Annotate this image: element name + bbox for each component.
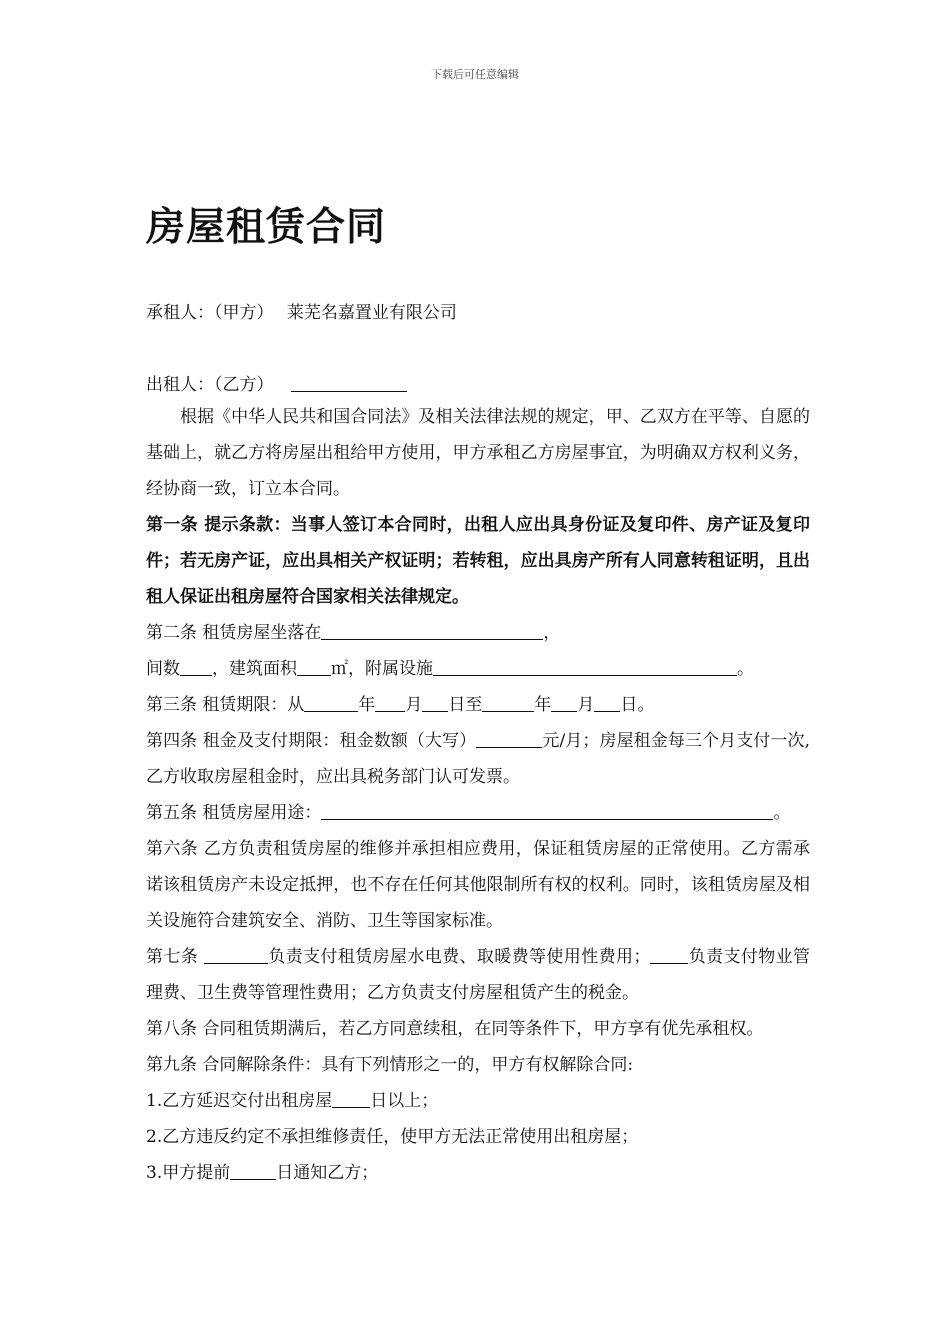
delay-days-blank[interactable] [332,1089,370,1108]
usage-label: 第五条 租赁房屋用途： [146,803,322,823]
usage-blank[interactable] [321,801,773,820]
day-label: 日。 [620,695,655,715]
termination-item-2: 2.乙方违反约定不承担维修责任，使甲方无法正常使用出租房屋； [146,1127,639,1147]
lessor-line [146,370,407,395]
term-label: 第三条 租赁期限：从 [146,695,305,715]
notice-days-blank[interactable] [230,1161,276,1180]
termination-item-3 [146,1155,810,1191]
item-1-end: 日以上； [370,1091,439,1111]
lessor-label: 出租人：（乙方） [146,375,274,395]
rent-terms: 元/月；房屋租金每三个月支付一次,乙方收取房屋租金时，应出具税务部门认可发票。 [146,731,810,787]
article-2-text: 第二条 租赁房屋坐落在 [146,623,322,643]
lessee-label: 承租人：（甲方） [146,303,274,323]
lessee-line [146,298,457,323]
termination-item-1 [146,1083,810,1119]
facilities-blank[interactable] [433,657,737,676]
year-label: 年 [534,695,552,715]
item-3-text: 3.甲方提前 [146,1163,231,1183]
location-blank[interactable] [321,621,543,640]
end-year-blank[interactable] [482,693,534,712]
article-2-end: 。 [737,659,754,679]
item-1-text: 1.乙方延迟交付出租房屋 [146,1091,333,1111]
preamble: 根据《中华人民共和国合同法》及相关法律法规的规定，甲、乙双方在平等、自愿的基础上，就乙方将房屋出租给甲方使用，甲方承租乙方房屋事宜，为明确双方权利义务，经协商一致，订立本合同。 [146,407,810,499]
article-2-punct: ， [543,623,561,643]
lessee-name: 莱芜名嘉置业有限公司 [286,303,457,323]
rooms-blank[interactable] [180,657,212,676]
article-9: 第九条 合同解除条件：具有下列情形之一的，甲方有权解除合同: [146,1055,634,1075]
article-6: 第六条 乙方负责租赁房屋的维修并承担相应费用，保证租赁房屋的正常使用。乙方需承诺该租赁房产未设定抵押，也不存在任何其他限制所有权的权利。同时，该租赁房屋及相关设施符合建筑安全、消防、卫生等国家标准。 [146,839,810,931]
rooms-label: 间数 [146,659,180,679]
end-day-blank[interactable] [594,693,620,712]
article-3 [146,687,810,723]
year-label: 年 [358,695,376,715]
start-year-blank[interactable] [304,693,358,712]
article-2-location [146,615,810,651]
document-title: 房屋租赁合同 [146,205,387,250]
end-month-blank[interactable] [551,693,577,712]
area-label: ，建筑面积 [212,659,297,679]
article-8: 第八条 合同租赁期满后，若乙方同意续租，在同等条件下，甲方享有优先承租权。 [146,1019,764,1039]
article-4 [146,723,810,795]
area-blank[interactable] [297,657,331,676]
utilities-party-blank[interactable] [204,945,268,964]
article-1: 第一条 提示条款：当事人签订本合同时，出租人应出具身份证及复印件、房产证及复印件；若无房产证，应出具相关产权证明；若转租，应出具房产所有人同意转租证明，且出租人保证出租房屋符合国家相关法律规定。 [146,515,810,607]
article-2-details [146,651,810,687]
start-day-blank[interactable] [422,693,448,712]
month-label: 月 [405,695,423,715]
management-party-blank[interactable] [650,945,688,964]
contract-body [146,399,810,1191]
month-label: 月 [577,695,595,715]
lessor-name-blank[interactable] [291,373,407,392]
header-note: 下载后可任意编辑 [431,68,519,81]
rent-amount-blank[interactable] [476,729,542,748]
start-month-blank[interactable] [375,693,405,712]
management-text: 负责支付物业管理费、卫生费等管理性费用；乙方负责支付房屋租赁产生的税金。 [146,947,811,1003]
usage-end: 。 [773,803,791,823]
item-3-end: 日通知乙方； [276,1163,379,1183]
utilities-text: 负责支付租赁房屋水电费、取暖费等使用性费用； [267,947,651,967]
article-7-label: 第七条 [146,947,204,967]
article-7 [146,939,810,1011]
day-to-label: 日至 [448,695,483,715]
facilities-label: ㎡，附属设施 [331,659,433,679]
rent-label: 第四条 租金及支付期限：租金数额（大写） [146,731,477,751]
article-5 [146,795,810,831]
